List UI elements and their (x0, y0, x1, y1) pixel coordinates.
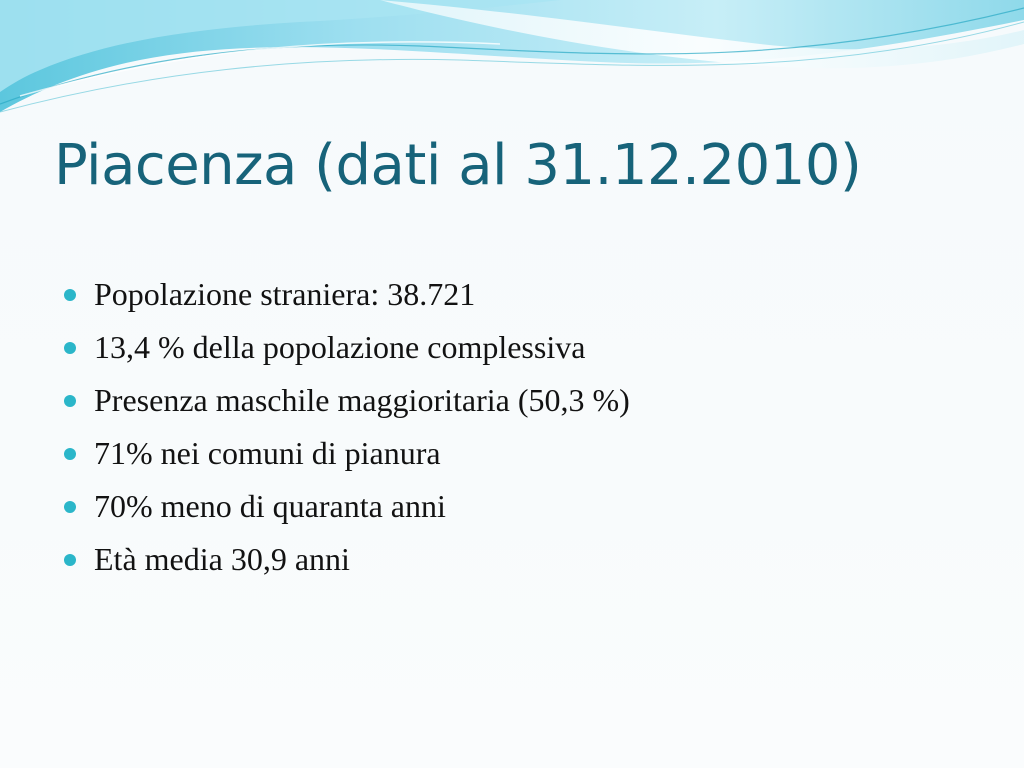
list-item (64, 321, 630, 374)
bullet-text: Presenza maschile maggioritaria (50,3 %) (94, 382, 630, 418)
bullet-text: Popolazione straniera: 38.721 (94, 276, 476, 312)
list-item (64, 427, 630, 480)
bullet-text: 71% nei comuni di pianura (94, 435, 441, 471)
bullet-list (64, 268, 630, 586)
bullet-text: 70% meno di quaranta anni (94, 488, 446, 524)
slide-title: Piacenza (dati al 31.12.2010) (54, 133, 862, 198)
list-item (64, 374, 630, 427)
list-item (64, 480, 630, 533)
bullet-text: Età media 30,9 anni (94, 541, 350, 577)
bullet-dot-icon (64, 342, 76, 354)
bullet-dot-icon (64, 289, 76, 301)
bullet-dot-icon (64, 501, 76, 513)
bullet-dot-icon (64, 448, 76, 460)
list-item (64, 268, 630, 321)
bullet-dot-icon (64, 395, 76, 407)
decorative-wave-header (0, 0, 1024, 130)
bullet-dot-icon (64, 554, 76, 566)
list-item (64, 533, 630, 586)
bullet-text: 13,4 % della popolazione complessiva (94, 329, 586, 365)
